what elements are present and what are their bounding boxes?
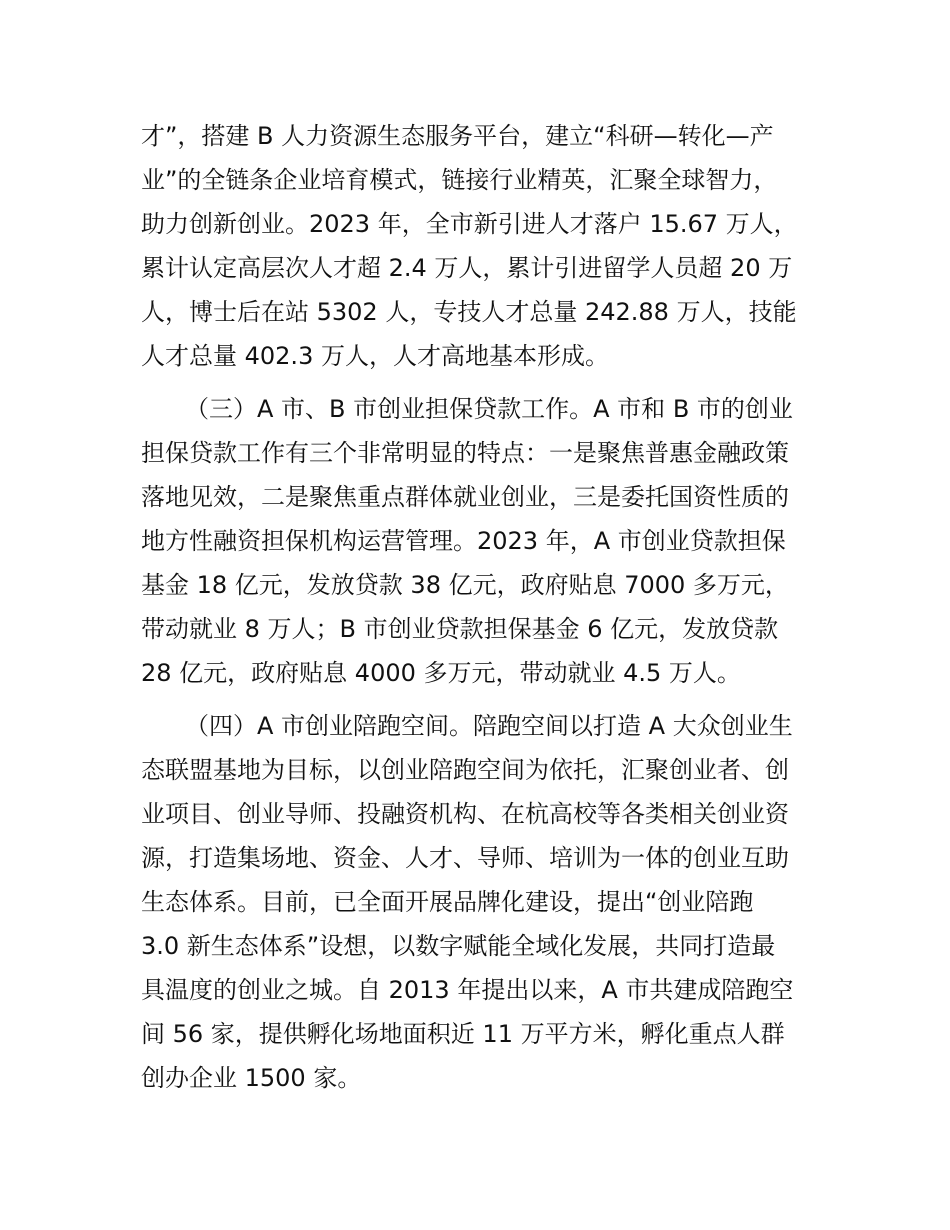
text-line: 累计认定高层次人才超 2.4 万人，累计引进留学人员超 20 万 — [141, 254, 793, 282]
text-line: 业项目、创业导师、投融资机构、在杭高校等各类相关创业资 — [141, 800, 789, 828]
text-line: 具温度的创业之城。自 2013 年提出以来，A 市共建成陪跑空 — [141, 976, 794, 1004]
text-line: 3.0 新生态体系”设想，以数字赋能全域化发展，共同打造最 — [141, 932, 776, 960]
paragraph-loan-guarantee — [141, 387, 841, 695]
paragraph-incubation-space — [141, 704, 841, 1100]
text-line: 业”的全链条企业培育模式，链接行业精英，汇聚全球智力， — [141, 166, 778, 194]
section-heading-line: （四）A 市创业陪跑空间。陪跑空间以打造 A 大众创业生 — [185, 712, 793, 740]
text-line: 间 56 家，提供孵化场地面积近 11 万平方米，孵化重点人群 — [141, 1020, 785, 1048]
text-line: 人才总量 402.3 万人，人才高地基本形成。 — [141, 342, 609, 370]
text-line: 态联盟基地为目标，以创业陪跑空间为依托，汇聚创业者、创 — [141, 756, 789, 784]
text-line: 地方性融资担保机构运营管理。2023 年，A 市创业贷款担保 — [141, 527, 786, 555]
text-line: 带动就业 8 万人；B 市创业贷款担保基金 6 亿元，发放贷款 — [141, 615, 779, 643]
text-line: 助力创新创业。2023 年，全市新引进人才落户 15.67 万人， — [141, 210, 798, 238]
text-line: 担保贷款工作有三个非常明显的特点：一是聚焦普惠金融政策 — [141, 439, 789, 467]
text-line: 创办企业 1500 家。 — [141, 1064, 362, 1092]
text-line: 28 亿元，政府贴息 4000 多万元，带动就业 4.5 万人。 — [141, 659, 741, 687]
text-line: 落地见效，二是聚焦重点群体就业创业，三是委托国资性质的 — [141, 483, 789, 511]
paragraph-talent — [141, 114, 841, 378]
text-line: 源，打造集场地、资金、人才、导师、培训为一体的创业互助 — [141, 844, 789, 872]
text-line: 生态体系。目前，已全面开展品牌化建设，提出“创业陪跑 — [141, 888, 754, 916]
text-line: 人，博士后在站 5302 人，专技人才总量 242.88 万人，技能 — [141, 298, 797, 326]
text-line: 才”，搭建 B 人力资源生态服务平台，建立“科研—转化—产 — [141, 122, 774, 150]
text-line: 基金 18 亿元，发放贷款 38 亿元，政府贴息 7000 多万元， — [141, 571, 789, 599]
section-heading-line: （三）A 市、B 市创业担保贷款工作。A 市和 B 市的创业 — [185, 395, 793, 423]
